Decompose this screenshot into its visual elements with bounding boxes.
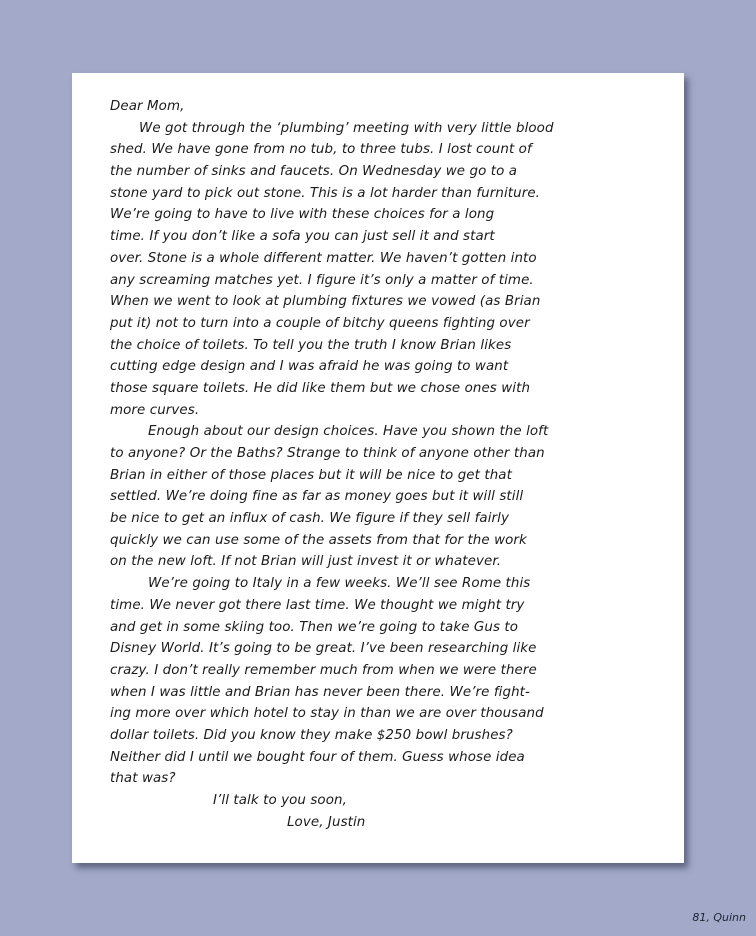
paragraph-line: any screaming matches yet. I figure it’s only a matter of time.: [110, 272, 534, 288]
paragraph-line: that was?: [110, 771, 176, 787]
paragraph-line: time. We never got there last time. We thought we might try: [110, 597, 525, 613]
paragraph-line: Disney World. It’s going to be great. I’ve been researching like: [110, 641, 537, 657]
paragraph-line: put it) not to turn into a couple of bitchy queens fighting over: [110, 315, 530, 331]
signoff-line: Love, Justin: [287, 814, 366, 830]
paragraph-line: shed. We have gone from no tub, to three tubs. I lost count of: [110, 142, 532, 158]
paragraph-line: When we went to look at plumbing fixtures we vowed (as Brian: [110, 294, 541, 310]
artist-credit: 81, Quinn: [692, 911, 746, 924]
paragraph-line: dollar toilets. Did you know they make $250 bowl brushes?: [110, 727, 513, 743]
paragraph-line: Neither did I until we bought four of them. Guess whose idea: [110, 749, 525, 765]
paragraph-line: and get in some skiing too. Then we’re going to take Gus to: [110, 619, 519, 635]
paragraph-line: settled. We’re doing fine as far as money goes but it will still: [110, 489, 524, 505]
paragraph-line: those square toilets. He did like them but we chose ones with: [110, 380, 531, 396]
paragraph-line: time. If you don’t like a sofa you can just sell it and start: [110, 229, 495, 245]
paragraph-line: stone yard to pick out stone. This is a lot harder than furniture.: [110, 185, 541, 201]
greeting: Dear Mom,: [110, 99, 185, 114]
paragraph-line: when I was little and Brian has never been there. We’re fight-: [110, 684, 530, 700]
paragraph-line: We’re going to have to live with these choices for a long: [110, 207, 495, 223]
paragraph-line: more curves.: [110, 402, 200, 418]
paragraph-line: We’re going to Italy in a few weeks. We’ll see Rome this: [148, 576, 531, 592]
closing-line: I’ll talk to you soon,: [213, 793, 347, 808]
paragraph-line: crazy. I don’t really remember much from when we were there: [110, 662, 537, 678]
paragraph-line: to anyone? Or the Baths? Strange to think of anyone other than: [110, 446, 545, 461]
paragraph-line: be nice to get an influx of cash. We figure if they sell fairly: [110, 511, 509, 527]
paragraph-line: Brian in either of those places but it will be nice to get that: [110, 467, 512, 483]
paragraph-line: on the new loft. If not Brian will just invest it or whatever.: [110, 554, 502, 570]
paragraph-line: the choice of toilets. To tell you the truth I know Brian likes: [110, 337, 512, 353]
paragraph-line: over. Stone is a whole different matter. We haven’t gotten into: [110, 250, 537, 266]
paragraph-line: ing more over which hotel to stay in than we are over thousand: [110, 706, 544, 722]
paragraph-line: cutting edge design and I was afraid he was going to want: [110, 359, 509, 375]
paragraph-line: the number of sinks and faucets. On Wednesday we go to a: [110, 164, 518, 180]
paragraph-line: Enough about our design choices. Have you shown the loft: [148, 424, 549, 440]
letter-body: [110, 96, 650, 833]
paragraph-line: quickly we can use some of the assets from that for the work: [110, 532, 527, 548]
paragraph-line: We got through the ‘plumbing’ meeting with very little blood: [139, 120, 554, 136]
